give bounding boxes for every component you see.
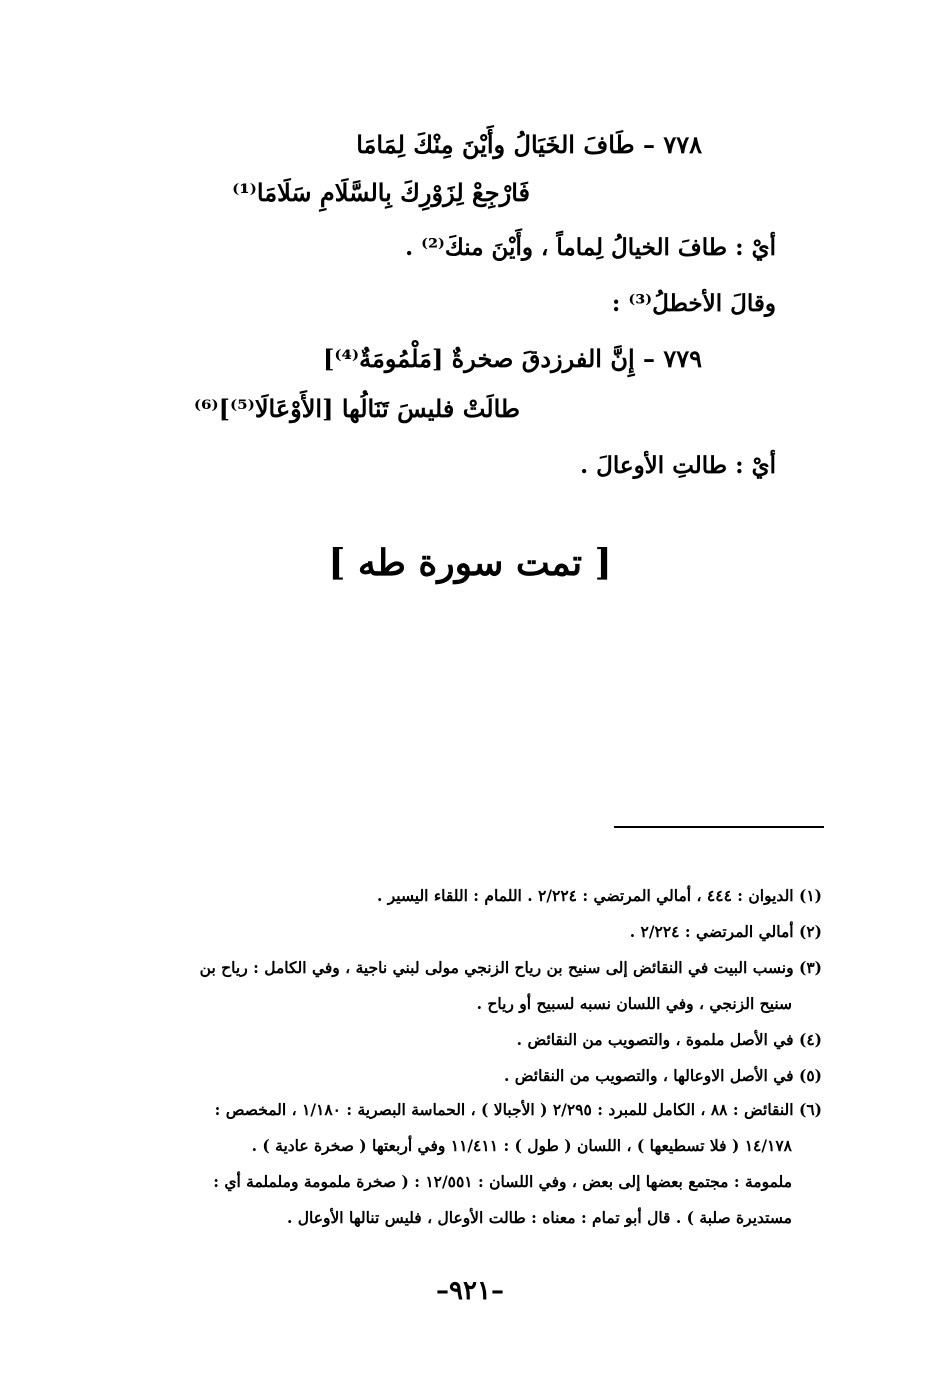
- footnote-3: (٣) ونسب البيت في النقائض إلى سنيح بن رياح الزنجي مولى لبني ناجية ، وفي الكامل : رياح بن: [199, 958, 822, 977]
- page-number: –٩٢١–: [436, 1276, 504, 1306]
- commentary-line: أيْ : طافَ الخيالُ لِماماً ، وأَيْنَ منكَ⁽²⁾ .: [405, 234, 776, 261]
- footnote-3-continued: سنيح الزنجي ، وفي اللسان نسبه لسبيح أو رياح .: [476, 994, 792, 1013]
- footnote-6-continued: ملمومة : مجتمع بعضها إلى بعض ، وفي اللسان : ١٢/٥٥١ : ( صخرة ملمومة وململمة أي :: [213, 1172, 792, 1191]
- verse-778-first-hemistich: ٧٧٨ – طَافَ الخَيَالُ وأَيْنَ مِنْكَ لِمَامَا: [356, 130, 702, 159]
- footnote-6-continued: مستديرة صلبة ) . قال أبو تمام : معناه : طالت الأوعال ، فليس تنالها الأوعال .: [286, 1208, 792, 1227]
- footnote-6: (٦) النقائض : ٨٨ ، الكامل للمبرد : ٢/٢٩٥ ( الأجبالا ) ، الحماسة البصرية : ١/١٨٠ ، المخصص :: [214, 1100, 822, 1119]
- footnote-separator: [614, 826, 824, 828]
- section-heading: [ تمت سورة طه ]: [328, 542, 612, 584]
- footnote-2: (٢) أمالي المرتضي : ٢/٢٢٤ .: [629, 922, 822, 941]
- footnote-4: (٤) في الأصل ملموة ، والتصويب من النقائض .: [516, 1030, 822, 1049]
- commentary-line: أيْ : طالتِ الأوعالَ .: [580, 452, 776, 479]
- footnote-6-continued: ١٤/١٧٨ ( فلا تسطيعها ) ، اللسان ( طول ) : ١١/٤١١ وفي أربعتها ( صخرة عادية ) .: [251, 1136, 792, 1155]
- attribution-line: وقالَ الأخطلُ⁽³⁾ :: [611, 290, 776, 317]
- verse-779-first-hemistich: ٧٧٩ – إِنَّ الفرزدقَ صخرةٌ [مَلْمُومَةٌ⁽⁴⁾]: [322, 344, 702, 373]
- footnote-1: (١) الديوان : ٤٤٤ ، أمالي المرتضي : ٢/٢٢٤ . اللمام : اللقاء اليسير .: [376, 886, 822, 905]
- verse-779-second-hemistich: طالَتْ فليسَ تَنَالُها [الأَوْعَالَا⁽⁵⁾]⁽⁶⁾: [193, 394, 520, 423]
- verse-778-second-hemistich: فَارْجِعْ لِزَوْرِكَ بِالسَّلَامِ سَلَامَا⁽¹⁾: [232, 178, 530, 207]
- footnote-5: (٥) في الأصل الاوعالها ، والتصويب من النقائض .: [504, 1066, 822, 1085]
